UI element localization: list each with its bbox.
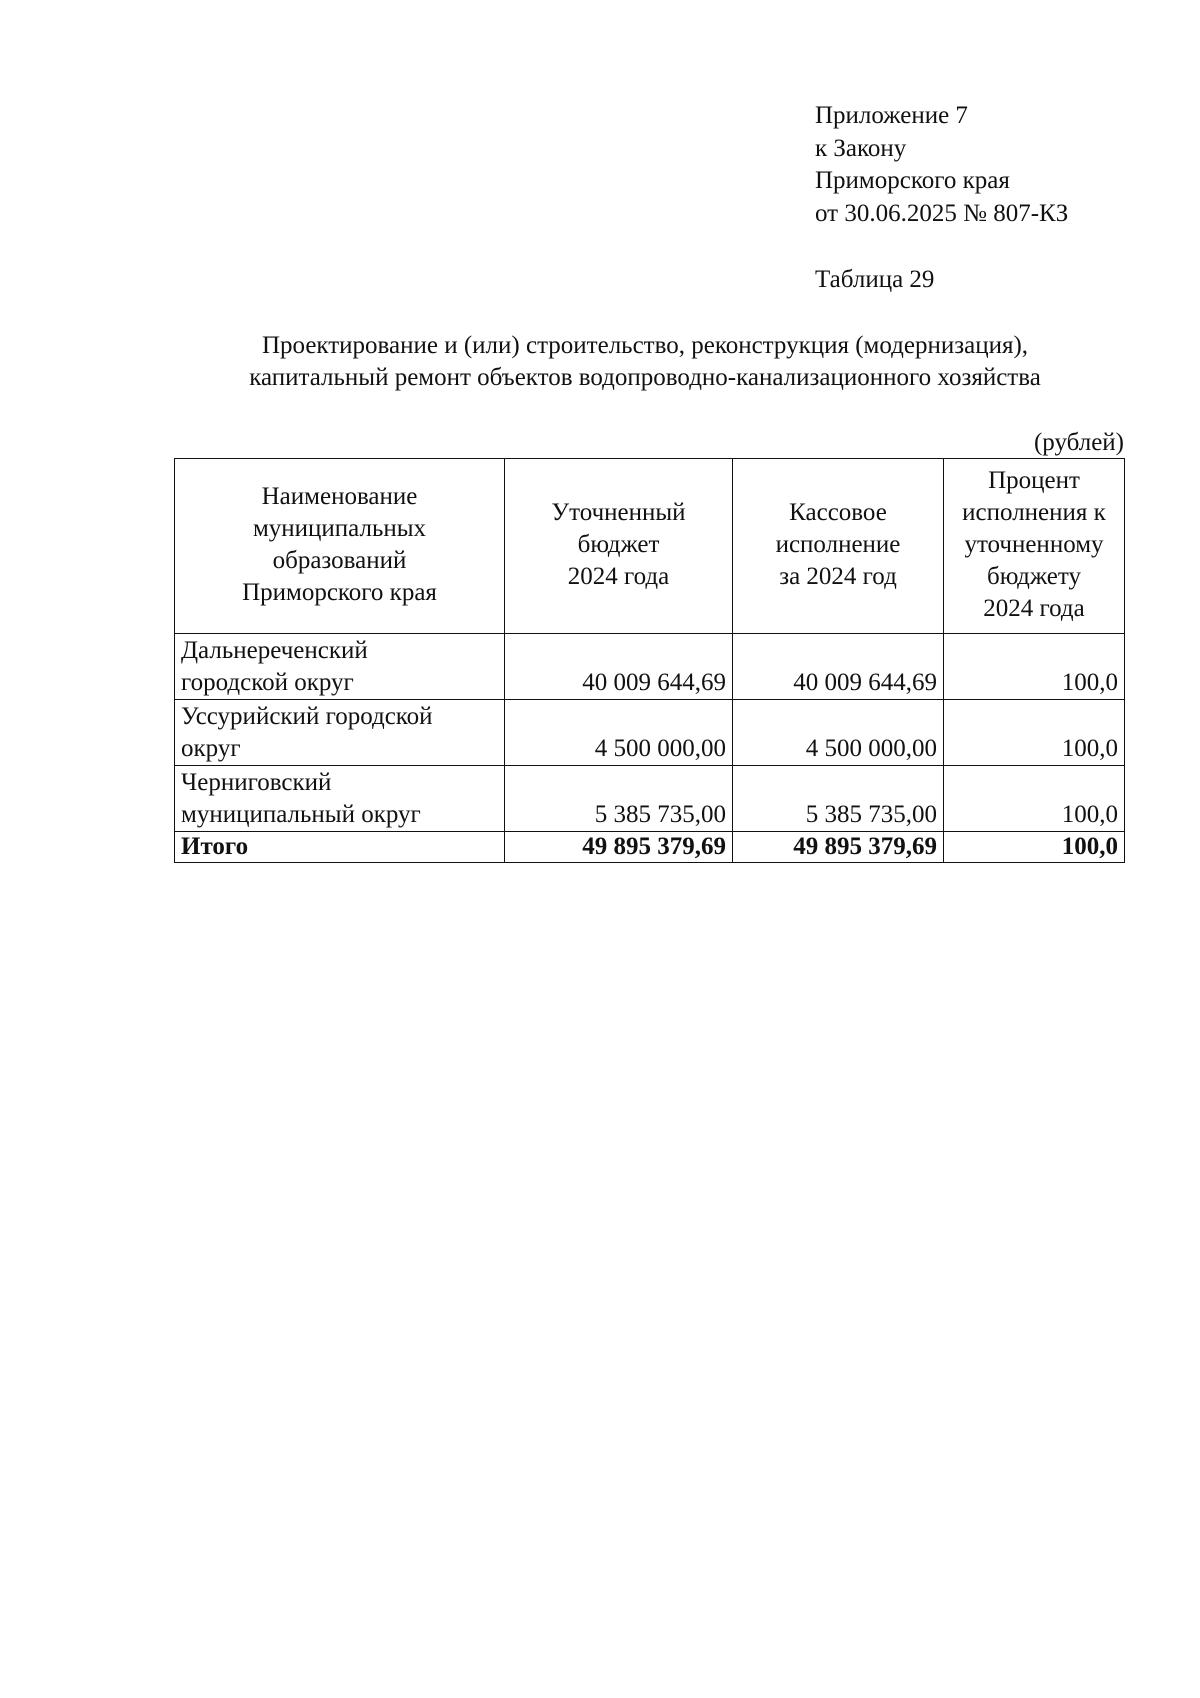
appendix-block bbox=[815, 100, 1068, 230]
header-line: бюджету bbox=[987, 563, 1081, 590]
title-line: Проектирование и (или) строительство, реконструкция (модернизация), bbox=[261, 332, 1029, 359]
header-line: муниципальных bbox=[252, 515, 427, 542]
header-line: Приморского края bbox=[242, 579, 437, 606]
header-line: Кассовое bbox=[789, 499, 887, 526]
execution-cell: 4 500 000,00 bbox=[733, 700, 944, 766]
total-budget-cell: 49 895 379,69 bbox=[505, 832, 733, 863]
budget-cell: 40 009 644,69 bbox=[505, 634, 733, 700]
municipality-cell bbox=[175, 700, 505, 766]
units-label: (рублей) bbox=[1033, 429, 1124, 456]
table-header-row bbox=[175, 459, 1125, 634]
municipality-line: Дальнереченский bbox=[181, 637, 368, 664]
header-budget bbox=[505, 459, 733, 634]
header-line: исполнение bbox=[775, 531, 901, 558]
percent-cell: 100,0 bbox=[944, 700, 1125, 766]
municipality-line: Черниговский bbox=[181, 769, 332, 796]
execution-cell: 40 009 644,69 bbox=[733, 634, 944, 700]
header-line: уточненному bbox=[964, 531, 1104, 558]
appendix-line: к Закону bbox=[815, 134, 907, 162]
header-line: 2024 года bbox=[567, 563, 670, 590]
table-number: Таблица 29 bbox=[815, 266, 935, 293]
total-execution-cell: 49 895 379,69 bbox=[733, 832, 944, 863]
header-line: Наименование bbox=[261, 483, 418, 510]
header-line: исполнения к bbox=[962, 499, 1106, 526]
budget-cell: 4 500 000,00 bbox=[505, 700, 733, 766]
header-municipality bbox=[175, 459, 505, 634]
municipality-line: муниципальный округ bbox=[181, 801, 421, 828]
table-row bbox=[175, 766, 1125, 832]
municipality-line: Уссурийский городской bbox=[181, 703, 433, 730]
header-execution bbox=[733, 459, 944, 634]
municipality-line: округ bbox=[181, 735, 241, 762]
percent-cell: 100,0 bbox=[944, 766, 1125, 832]
header-line: бюджет bbox=[577, 531, 660, 558]
table-row bbox=[175, 700, 1125, 766]
header-line: Уточненный bbox=[551, 499, 686, 526]
total-row bbox=[175, 832, 1125, 863]
total-percent-cell: 100,0 bbox=[944, 832, 1125, 863]
header-line: 2024 года bbox=[983, 595, 1085, 622]
title-line: капитальный ремонт объектов водопроводно-канализационного хозяйства bbox=[249, 364, 1041, 391]
appendix-line: Приложение 7 bbox=[815, 102, 968, 129]
execution-cell: 5 385 735,00 bbox=[733, 766, 944, 832]
document-title bbox=[170, 330, 1120, 394]
header-line: за 2024 год bbox=[779, 563, 897, 590]
municipality-cell bbox=[175, 766, 505, 832]
header-percent bbox=[944, 459, 1125, 634]
percent-cell: 100,0 bbox=[944, 634, 1125, 700]
header-line: Процент bbox=[988, 467, 1080, 494]
budget-cell: 5 385 735,00 bbox=[505, 766, 733, 832]
appendix-line: от 30.06.2025 № 807-КЗ bbox=[815, 199, 1069, 227]
budget-table bbox=[174, 458, 1125, 863]
table-row bbox=[175, 634, 1125, 700]
header-line: образований bbox=[272, 547, 407, 574]
appendix-line: Приморского края bbox=[815, 167, 1010, 194]
municipality-cell bbox=[175, 634, 505, 700]
total-label: Итого bbox=[175, 832, 505, 863]
municipality-line: городской округ bbox=[181, 669, 354, 696]
